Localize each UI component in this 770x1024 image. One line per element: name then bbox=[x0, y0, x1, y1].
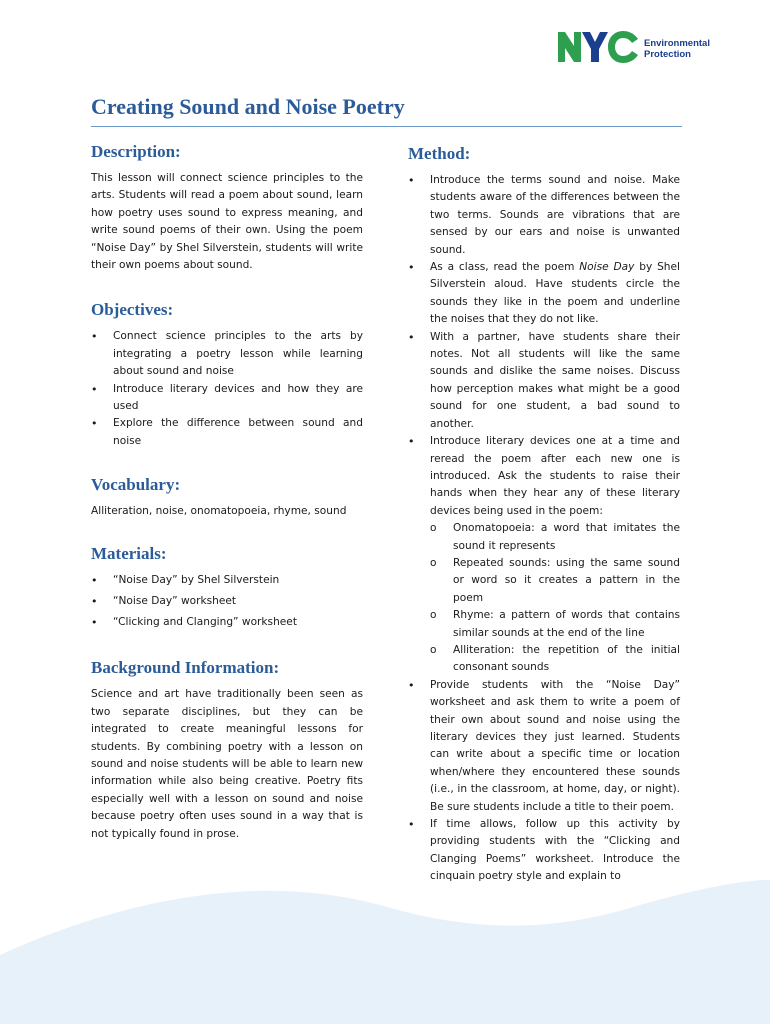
material-item: • “Noise Day” worksheet bbox=[91, 593, 363, 610]
method-step-4 bbox=[408, 433, 680, 520]
materials-section bbox=[91, 544, 363, 631]
materials-list bbox=[91, 572, 363, 631]
method-heading: Method: bbox=[408, 144, 471, 163]
left-column bbox=[91, 142, 363, 843]
objectives-list bbox=[91, 328, 363, 450]
method-step-5: • Provide students with the “Noise Day” worksheet and ask them to write a poem of their own about sound and noise using the literary devices they just learned. Students can write about a specific time or location when/where they encountered these sounds (i.e., in the classroom, at home, day, or night). Be sure students include a title to their poem. bbox=[408, 677, 680, 816]
title-divider bbox=[91, 126, 682, 127]
description-text: This lesson will connect science principles to the arts. Students will read a poem about sound, learn how poetry uses sound to express meaning, and write sound poems of their own. Using the poem “Noise Day” by Shel Silverstein, students will write their own poems about sound. bbox=[91, 172, 363, 272]
background-section bbox=[91, 658, 363, 843]
logo-agency-name bbox=[644, 38, 710, 60]
objectives-heading: Objectives: bbox=[91, 300, 174, 320]
step-4-text: Introduce literary devices one at a time and reread the poem after each new one is introduced. Ask the students to raise their hands when they hear any of these literary devices being used in the poem: bbox=[430, 435, 680, 517]
nyc-logo-icon bbox=[556, 30, 640, 64]
background-text: Science and art have traditionally been seen as two separate disciplines, but they can be integrated to create meaningful lessons for students. By combining poetry with a lesson on sound and noise students will be able to learn new information while also being creative. Poetry fits especially well with a lesson on sound and noise because poetry often uses sound in a way that is not typically found in prose. bbox=[91, 688, 363, 840]
device-item: o Rhyme: a pattern of words that contains similar sounds at the end of the line bbox=[408, 607, 680, 642]
objective-item: • Connect science principles to the arts by integrating a poetry lesson while learning about sound and noise bbox=[91, 328, 363, 380]
vocabulary-heading: Vocabulary: bbox=[91, 475, 181, 495]
method-step-3: • With a partner, have students share their notes. Not all students will like the same sounds and dislike the same noises. Discuss how perception makes what might be a good sound for one student, a bad sound to another. bbox=[408, 329, 680, 433]
logo-line-2: Protection bbox=[644, 49, 691, 60]
method-steps bbox=[408, 172, 680, 520]
materials-heading: Materials: bbox=[91, 543, 167, 563]
description-section bbox=[91, 142, 363, 274]
objectives-section bbox=[91, 300, 363, 450]
method-step-2 bbox=[408, 259, 680, 329]
step-2-rest: by Shel Silverstein aloud. Have students circle the sounds they like in the poem and underline the noises that they do not like. bbox=[430, 261, 680, 326]
background-heading: Background Information: bbox=[91, 658, 280, 678]
objective-item: • Explore the difference between sound and noise bbox=[91, 415, 363, 450]
vocabulary-text: Alliteration, noise, onomatopoeia, rhyme, sound bbox=[91, 505, 347, 518]
material-item: • “Clicking and Clanging” worksheet bbox=[91, 614, 363, 631]
vocabulary-section bbox=[91, 475, 363, 520]
description-heading: Description: bbox=[91, 142, 181, 161]
device-item: o Onomatopoeia: a word that imitates the sound it represents bbox=[408, 520, 680, 555]
nyc-dep-logo bbox=[556, 30, 716, 66]
method-step-1: • Introduce the terms sound and noise. Make students aware of the differences between the two terms. Sounds are vibrations that are sensed by our ears and noise is unwanted sound. bbox=[408, 172, 680, 259]
device-item: o Alliteration: the repetition of the initial consonant sounds bbox=[408, 642, 680, 677]
poem-title: Noise Day bbox=[579, 261, 635, 274]
step-2-intro: As a class, read the poem bbox=[430, 261, 580, 274]
method-steps-continued bbox=[408, 677, 680, 886]
logo-line-1: Environmental bbox=[644, 38, 710, 49]
method-step-6: • If time allows, follow up this activity by providing students with the “Clicking and Clanging Poems” worksheet. Introduce the cinquain poetry style and explain to bbox=[408, 816, 680, 886]
material-item: • “Noise Day” by Shel Silverstein bbox=[91, 572, 363, 589]
literary-devices-list bbox=[408, 520, 680, 677]
device-item: o Repeated sounds: using the same sound or word so it creates a pattern in the poem bbox=[408, 555, 680, 607]
objective-item: • Introduce literary devices and how they are used bbox=[91, 381, 363, 416]
method-section bbox=[408, 144, 680, 886]
right-column bbox=[408, 144, 680, 886]
page-title: Creating Sound and Noise Poetry bbox=[91, 94, 405, 119]
